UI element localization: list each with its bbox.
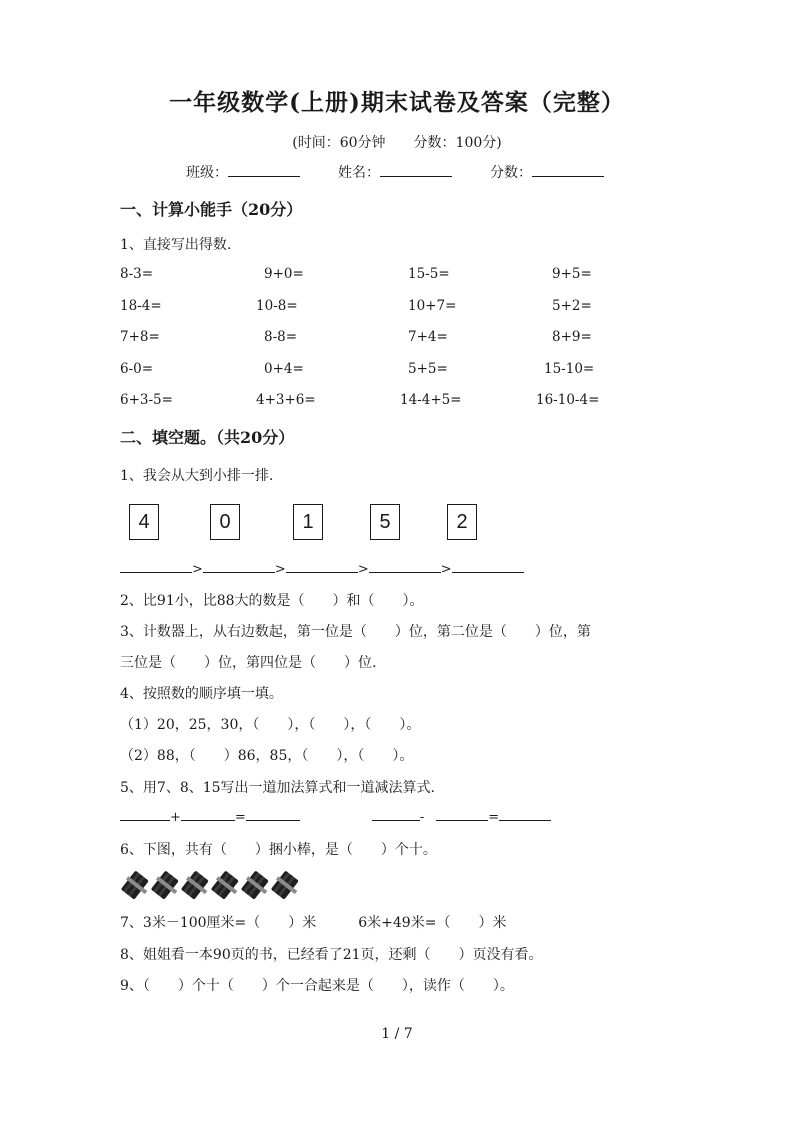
class-label: 班级： — [186, 165, 228, 181]
answer-blank[interactable] — [181, 808, 235, 821]
page-number: 1 / 7 — [381, 1026, 413, 1042]
stick-bundle-icon — [151, 870, 179, 899]
s2-question-8: 8、姐姐看一本90页的书，已经看了21页，还剩（ ）页没有看。 — [120, 947, 543, 963]
score-label: 分数： — [490, 165, 532, 181]
equation: 10+7= — [408, 298, 457, 314]
stick-bundles-figure — [120, 868, 310, 902]
s2-question-4-part-1: （1）20，25，30，（ ），（ ），（ ）。 — [120, 717, 421, 733]
s2-question-2: 2、比91小，比88大的数是（ ）和（ ）。 — [120, 593, 424, 609]
stick-bundle-icon — [181, 870, 209, 899]
order-blank[interactable] — [286, 560, 358, 573]
answer-blank[interactable] — [120, 808, 170, 821]
equation: 9+0= — [264, 266, 304, 282]
equation: 8-3= — [120, 266, 154, 282]
equation: 5+5= — [408, 361, 448, 377]
section-1-heading: 一、计算小能手（20分） — [120, 200, 303, 219]
score-field — [490, 162, 604, 182]
equals-sign: = — [234, 810, 246, 825]
s2-question-7: 7、3米－100厘米=（ ）米 6米+49米=（ ）米 — [120, 915, 507, 931]
greater-than-sign: > — [192, 562, 203, 577]
s2-question-4-part-2: （2）88，（ ）86，85，（ ），（ ）。 — [120, 748, 414, 764]
number-card: 4 — [129, 504, 159, 540]
equation: 15-5= — [408, 266, 450, 282]
stick-bundle-icon — [241, 870, 269, 899]
name-blank[interactable] — [380, 162, 452, 177]
equation: 8+9= — [552, 329, 592, 345]
minus-sign: - — [419, 810, 425, 825]
equation: 6+3-5= — [120, 392, 173, 408]
s1-question-1: 1、直接写出得数. — [120, 237, 232, 253]
s2-question-6: 6、下图，共有（ ）捆小棒，是（ ）个十。 — [120, 842, 437, 858]
section-2-heading: 二、填空题。（共20分） — [120, 428, 295, 447]
answer-blank[interactable] — [499, 808, 551, 821]
name-label: 姓名： — [338, 165, 380, 181]
number-card: 1 — [293, 504, 323, 540]
greater-than-sign: > — [357, 562, 369, 577]
equation: 8-8= — [264, 329, 298, 345]
order-blank[interactable] — [120, 560, 192, 573]
class-field — [186, 162, 300, 182]
ordering-blanks — [120, 560, 524, 577]
number-card: 5 — [370, 504, 400, 540]
score-blank[interactable] — [532, 162, 604, 177]
equation: 14-4+5= — [400, 392, 462, 408]
page-title: 一年级数学(上册)期末试卷及答案（完整） — [169, 89, 625, 116]
equation: 5+2= — [552, 298, 592, 314]
answer-blank[interactable] — [246, 808, 300, 821]
equation: 7+4= — [408, 329, 448, 345]
equation: 4+3+6= — [256, 392, 316, 408]
equation: 0+4= — [264, 361, 304, 377]
equation: 7+8= — [120, 329, 160, 345]
equation-blanks — [120, 808, 551, 825]
equation: 16-10-4= — [536, 392, 600, 408]
answer-blank[interactable] — [436, 808, 488, 821]
s2-question-9: 9、（ ）个十（ ）个一合起来是（ ），读作（ ）。 — [120, 978, 514, 994]
plus-sign: + — [170, 810, 181, 825]
equation: 6-0= — [120, 361, 154, 377]
number-card: 2 — [447, 504, 477, 540]
s2-question-3-line-1: 3、计数器上，从右边数起，第一位是（ ）位，第二位是（ ）位，第 — [120, 624, 591, 640]
answer-blank[interactable] — [372, 808, 420, 821]
stick-bundle-icon — [211, 870, 239, 899]
stick-bundle-icon — [271, 870, 299, 899]
s2-question-5: 5、用7、8、15写出一道加法算式和一道减法算式. — [120, 780, 435, 796]
equation: 15-10= — [544, 361, 595, 377]
greater-than-sign: > — [274, 562, 286, 577]
order-blank[interactable] — [452, 560, 524, 573]
equation: 18-4= — [120, 298, 162, 314]
s2-question-3-line-2: 三位是（ ）位，第四位是（ ）位. — [120, 655, 377, 671]
order-blank[interactable] — [369, 560, 441, 573]
s2-question-4: 4、按照数的顺序填一填。 — [120, 686, 283, 702]
equals-sign: = — [488, 810, 500, 825]
s2-question-1: 1、我会从大到小排一排. — [120, 468, 274, 484]
name-field — [338, 162, 452, 182]
exam-time-score: (时间：60分钟 分数：100分) — [292, 135, 502, 151]
order-blank[interactable] — [203, 560, 275, 573]
number-card: 0 — [210, 504, 240, 540]
class-blank[interactable] — [228, 162, 300, 177]
equation: 10-8= — [256, 298, 298, 314]
greater-than-sign: > — [440, 562, 452, 577]
stick-bundle-icon — [121, 870, 149, 899]
equation: 9+5= — [552, 266, 592, 282]
